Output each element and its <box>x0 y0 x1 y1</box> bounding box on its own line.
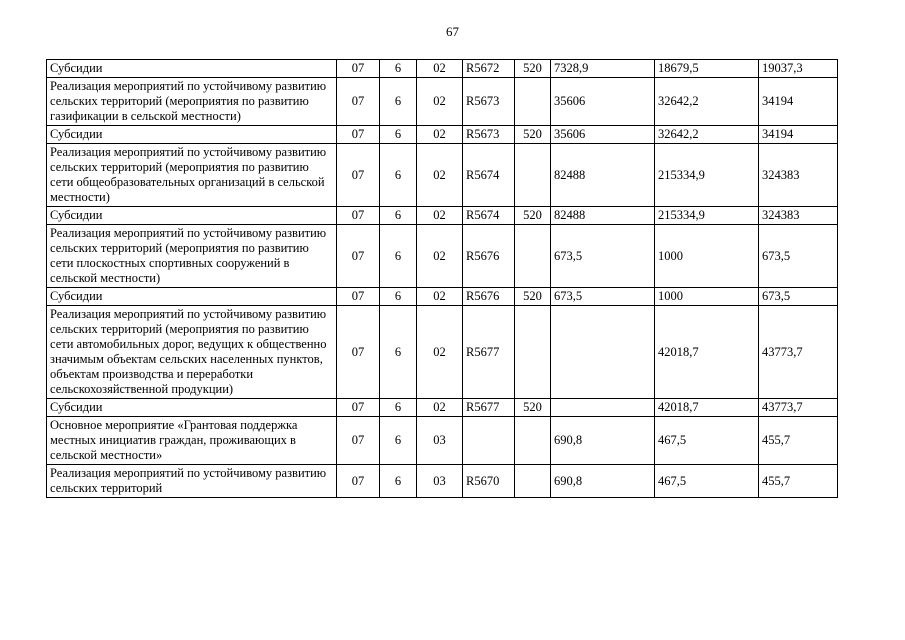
row-name: Субсидии <box>47 207 337 225</box>
target-article-code: R5674 <box>463 207 515 225</box>
table-row <box>47 60 838 78</box>
row-name: Субсидии <box>47 399 337 417</box>
target-article-code: R5673 <box>463 126 515 144</box>
amount-year-1: 82488 <box>551 144 655 207</box>
table-body <box>47 60 838 498</box>
expense-type-code: 520 <box>515 207 551 225</box>
subsection-code: 6 <box>380 399 417 417</box>
subsection-code: 6 <box>380 417 417 465</box>
amount-year-3: 19037,3 <box>759 60 838 78</box>
subsection-code: 6 <box>380 78 417 126</box>
target-article-code: R5676 <box>463 225 515 288</box>
target-article-code: R5672 <box>463 60 515 78</box>
section-code: 07 <box>337 417 380 465</box>
subsection-code: 6 <box>380 465 417 498</box>
program-code: 02 <box>417 126 463 144</box>
amount-year-2: 42018,7 <box>655 306 759 399</box>
row-name: Реализация мероприятий по устойчивому развитию сельских территорий (мероприятия по развитию сети общеобразовательных организаций в сельской местности) <box>47 144 337 207</box>
subsection-code: 6 <box>380 126 417 144</box>
section-code: 07 <box>337 225 380 288</box>
expense-type-code: 520 <box>515 126 551 144</box>
table-row <box>47 207 838 225</box>
amount-year-2: 18679,5 <box>655 60 759 78</box>
section-code: 07 <box>337 60 380 78</box>
expense-type-code: 520 <box>515 399 551 417</box>
amount-year-2: 1000 <box>655 288 759 306</box>
program-code: 02 <box>417 144 463 207</box>
target-article-code: R5677 <box>463 306 515 399</box>
amount-year-1: 35606 <box>551 126 655 144</box>
target-article-code: R5670 <box>463 465 515 498</box>
page-number: 67 <box>446 24 459 39</box>
amount-year-3: 34194 <box>759 126 838 144</box>
section-code: 07 <box>337 144 380 207</box>
row-name: Реализация мероприятий по устойчивому развитию сельских территорий (мероприятия по развитию газификации в сельской местности) <box>47 78 337 126</box>
expense-type-code <box>515 465 551 498</box>
program-code: 03 <box>417 417 463 465</box>
target-article-code: R5673 <box>463 78 515 126</box>
program-code: 02 <box>417 288 463 306</box>
amount-year-1: 673,5 <box>551 288 655 306</box>
table-row <box>47 399 838 417</box>
program-code: 02 <box>417 207 463 225</box>
expense-type-code <box>515 417 551 465</box>
program-code: 02 <box>417 225 463 288</box>
table-row <box>47 78 838 126</box>
section-code: 07 <box>337 126 380 144</box>
amount-year-2: 32642,2 <box>655 78 759 126</box>
table-row <box>47 417 838 465</box>
amount-year-2: 42018,7 <box>655 399 759 417</box>
target-article-code <box>463 417 515 465</box>
program-code: 02 <box>417 306 463 399</box>
table-row <box>47 126 838 144</box>
expense-type-code: 520 <box>515 60 551 78</box>
amount-year-3: 673,5 <box>759 225 838 288</box>
section-code: 07 <box>337 465 380 498</box>
expense-type-code <box>515 225 551 288</box>
table-row <box>47 288 838 306</box>
program-code: 02 <box>417 399 463 417</box>
section-code: 07 <box>337 306 380 399</box>
amount-year-1: 82488 <box>551 207 655 225</box>
subsection-code: 6 <box>380 306 417 399</box>
amount-year-2: 32642,2 <box>655 126 759 144</box>
amount-year-1 <box>551 399 655 417</box>
amount-year-2: 215334,9 <box>655 144 759 207</box>
subsection-code: 6 <box>380 207 417 225</box>
row-name: Реализация мероприятий по устойчивому развитию сельских территорий (мероприятия по развитию сети плоскостных спортивных сооружений в сельской местности) <box>47 225 337 288</box>
amount-year-1: 690,8 <box>551 465 655 498</box>
table-row <box>47 225 838 288</box>
program-code: 03 <box>417 465 463 498</box>
row-name: Субсидии <box>47 288 337 306</box>
amount-year-3: 43773,7 <box>759 399 838 417</box>
expense-type-code <box>515 306 551 399</box>
amount-year-1: 7328,9 <box>551 60 655 78</box>
row-name: Субсидии <box>47 126 337 144</box>
subsection-code: 6 <box>380 144 417 207</box>
subsection-code: 6 <box>380 60 417 78</box>
section-code: 07 <box>337 288 380 306</box>
target-article-code: R5677 <box>463 399 515 417</box>
row-name: Субсидии <box>47 60 337 78</box>
subsection-code: 6 <box>380 225 417 288</box>
amount-year-1: 690,8 <box>551 417 655 465</box>
row-name: Реализация мероприятий по устойчивому развитию сельских территорий <box>47 465 337 498</box>
program-code: 02 <box>417 60 463 78</box>
amount-year-2: 467,5 <box>655 417 759 465</box>
expense-type-code <box>515 78 551 126</box>
amount-year-3: 324383 <box>759 144 838 207</box>
budget-table <box>46 59 838 498</box>
table-row <box>47 144 838 207</box>
expense-type-code: 520 <box>515 288 551 306</box>
amount-year-3: 34194 <box>759 78 838 126</box>
amount-year-2: 215334,9 <box>655 207 759 225</box>
section-code: 07 <box>337 399 380 417</box>
row-name: Основное мероприятие «Грантовая поддержка местных инициатив граждан, проживающих в сельской местности» <box>47 417 337 465</box>
row-name: Реализация мероприятий по устойчивому развитию сельских территорий (мероприятия по развитию сети автомобильных дорог, ведущих к общественно значимым объектам сельских населенных пунктов, объектам производства и переработки сельскохозяйственной продукции) <box>47 306 337 399</box>
amount-year-1 <box>551 306 655 399</box>
amount-year-3: 324383 <box>759 207 838 225</box>
amount-year-3: 673,5 <box>759 288 838 306</box>
subsection-code: 6 <box>380 288 417 306</box>
table-row <box>47 306 838 399</box>
amount-year-1: 35606 <box>551 78 655 126</box>
table-row <box>47 465 838 498</box>
target-article-code: R5676 <box>463 288 515 306</box>
amount-year-3: 455,7 <box>759 417 838 465</box>
amount-year-2: 1000 <box>655 225 759 288</box>
section-code: 07 <box>337 207 380 225</box>
program-code: 02 <box>417 78 463 126</box>
expense-type-code <box>515 144 551 207</box>
amount-year-3: 43773,7 <box>759 306 838 399</box>
section-code: 07 <box>337 78 380 126</box>
amount-year-1: 673,5 <box>551 225 655 288</box>
amount-year-3: 455,7 <box>759 465 838 498</box>
target-article-code: R5674 <box>463 144 515 207</box>
amount-year-2: 467,5 <box>655 465 759 498</box>
